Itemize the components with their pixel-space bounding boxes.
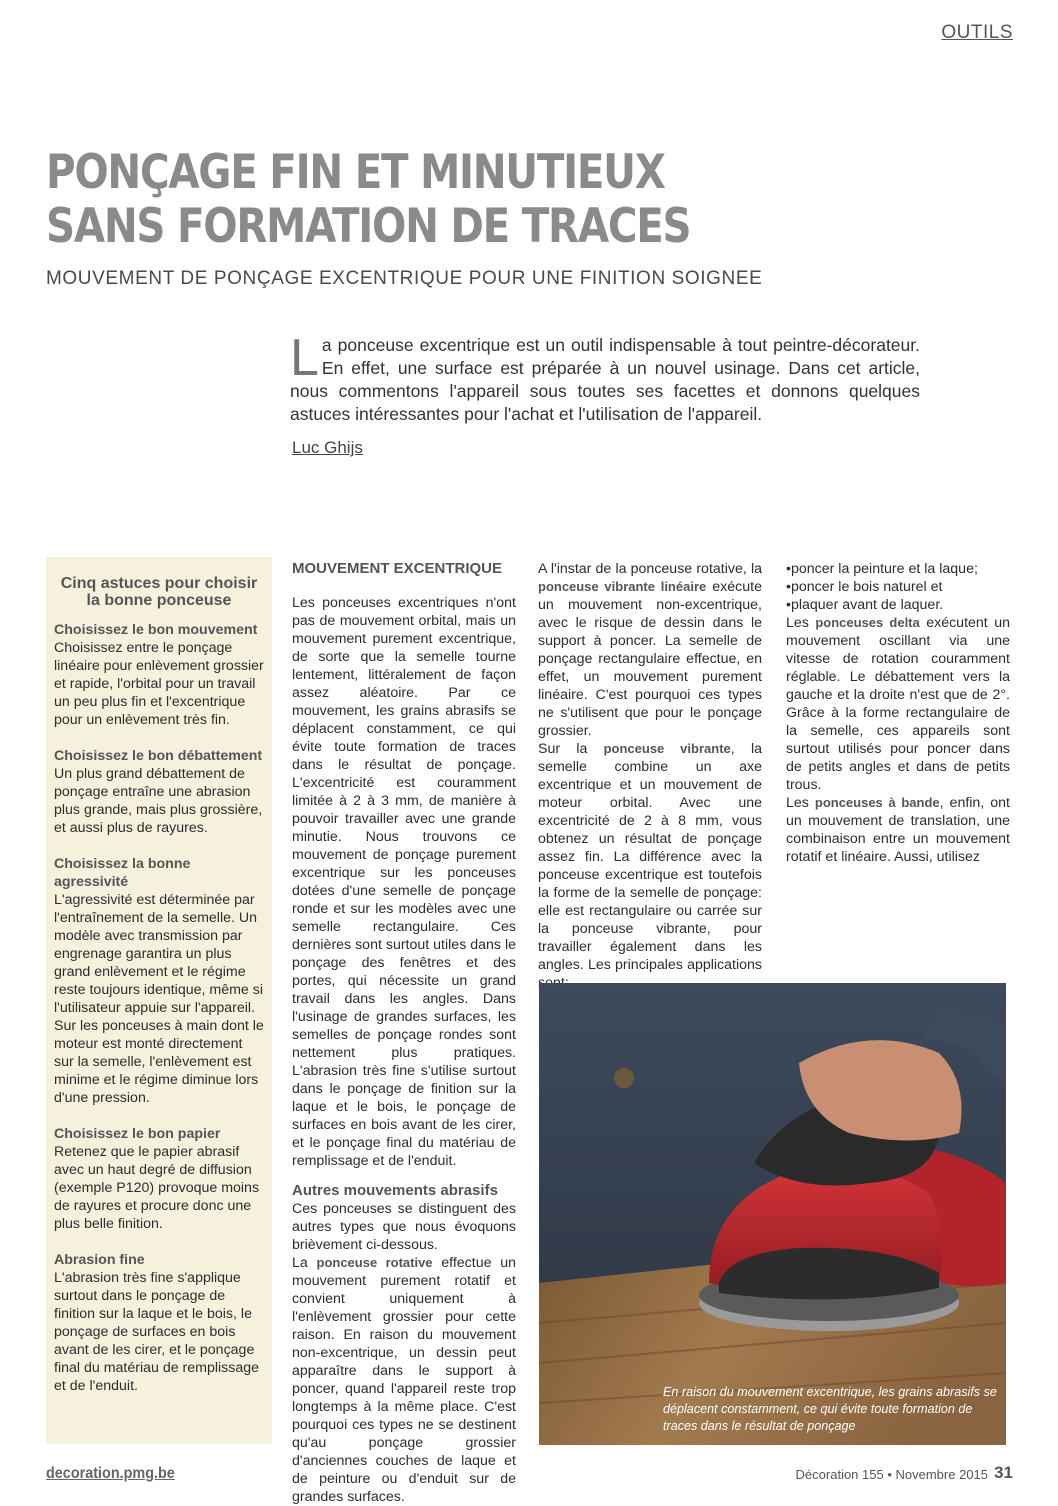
tips-sidebar <box>46 557 272 1444</box>
tip-item <box>54 747 264 837</box>
tip-text: L'agressivité est déterminée par l'entraînement de la semelle. Un modèle avec transmission par engrenage garantira un plus grand enlèvement et le régime reste toujours identique, même si l'utilisateur appuie sur l'appareil. Sur les ponceuses à main dont le moteur est monté directement sur la semelle, l'enlèvement est minime et le régime diminue lors d'une pression. <box>54 892 264 1106</box>
title-line-1: PONÇAGE FIN ET MINUTIEUX <box>46 145 665 200</box>
tip-text: Choisissez entre le ponçage linéaire pour enlèvement grossier et rapide, l'orbital pour un travail un peu plus fin et l'excentrique pour un enlèvement très fin. <box>54 640 264 728</box>
bullet-item: •plaquer avant de laquer. <box>786 597 944 613</box>
article-column-3 <box>786 560 1010 960</box>
page-number: 31 <box>994 1463 1013 1482</box>
sander-photo <box>539 983 1006 1445</box>
dropcap: L <box>290 329 319 387</box>
tip-item <box>54 1125 264 1233</box>
bullet-item: •poncer la peinture et la laque; <box>786 561 978 577</box>
tip-text: L'abrasion très fine s'applique surtout dans le ponçage de finition sur la laque et le bois, le ponçage de surfaces en bois avant de les cirer, et le ponçage final du matériau de remplissage et de l'enduit. <box>54 1270 260 1394</box>
section-tag: OUTILS <box>941 22 1013 43</box>
keyword-delta: ponceuses delta <box>815 615 920 630</box>
title-line-2: SANS FORMATION DE TRACES <box>46 199 691 254</box>
photo-caption: En raison du mouvement excentrique, les grains abrasifs se déplacent constamment, ce qui évite toute formation de traces dans le résultat de ponçage <box>663 1385 997 1433</box>
sander-illustration <box>539 983 1006 1445</box>
tip-item <box>54 621 264 729</box>
author-link[interactable]: Luc Ghijs <box>292 438 363 457</box>
tip-heading: Choisissez la bonne agressivité <box>54 856 191 890</box>
tip-heading: Abrasion fine <box>54 1252 145 1268</box>
article-paragraph: Ces ponceuses se distinguent des autres types que nous évoquons brièvement ci-dessous. <box>292 1201 516 1253</box>
article-paragraph: Sur la ponceuse vibrante, la semelle combine un axe excentrique et un mouvement de moteur orbital. Avec une excentricité de 2 à 8 mm, vous obtenez un résultat de ponçage assez fin. La différence avec la ponceuse excentrique est toutefois la forme de la semelle de ponçage: elle est rectangulaire ou carrée sur la ponceuse vibrante, pour travailler également dans les angles. Les principales applications <box>538 741 762 973</box>
tip-item <box>54 1251 264 1395</box>
article-column-1 <box>292 560 516 1506</box>
footer-issue: Décoration 155 • Novembre 2015 <box>795 1467 988 1482</box>
intro-text: a ponceuse excentrique est un outil indispensable à tout peintre-décorateur. En effet, une surface est préparée à un nouvel usinage. Dans cet article, nous commentons l'appareil sous toutes ses facettes et donnons quelques astuces intéressantes pour l'achat et l'utilisation de l'appareil. <box>290 335 920 424</box>
tip-text: Retenez que le papier abrasif avec un haut degré de diffusion (exemple P120) provoque moins de rayures et procure donc une plus belle finition. <box>54 1144 260 1232</box>
keyword-vibrante: ponceuse vibrante <box>603 741 731 756</box>
keyword-rotative: ponceuse rotative <box>316 1255 433 1270</box>
article-paragraph: Les ponceuses à bande, enfin, ont un mouvement de translation, une combinaison entre un mouvement rotatif et linéaire. Aussi, utilisez <box>786 795 1010 865</box>
article-paragraph: Les ponceuses delta exécutent un mouvement oscillant via une vitesse de rotation couramment réglable. Le débattement vers la gauche et la droite n'est que de 2°. Grâce à la forme rectangulaire de la semelle, ces appareils sont surtout utilisés pour poncer dans de petits angles et dans de petits trous. <box>786 615 1010 793</box>
tip-text: Un plus grand débattement de ponçage entraîne une abrasion plus grande, mais plus grossière, et aussi plus de rayures. <box>54 766 263 836</box>
sidebar-title: Cinq astuces pour choisir la bonne ponceuse <box>60 575 258 609</box>
page-subtitle: MOUVEMENT DE PONÇAGE EXCENTRIQUE POUR UNE FINITION SOIGNEE <box>46 268 763 289</box>
bullet-item: •poncer le bois naturel et <box>786 579 943 595</box>
tip-heading: Choisissez le bon débattement <box>54 748 263 764</box>
article-paragraph: Les ponceuses excentriques n'ont pas de mouvement orbital, mais un mouvement purement excentrique, de sorte que la semelle tourne lentement, littéralement de façon assez aléatoire. Par ce mouvement, les grains abrasifs se déplacent constamment, ce qui évite toute formation de traces dans le résultat de ponçage. L'excentricité est couramment limitée à 2 à 3 mm, de manière à pouvoir travailler avec une grande minutie. Nous trouvons ce mouvement de ponçage purement excentrique sur les ponceuses dotées d'une semelle de ponçage ronde et sur les modèles avec une semelle rectangulaire. Ces dernières sont surtout utiles dans le ponçage des fenêtres et des portes, qui nécessite un grand travail dans les angles. Dans l'usinage de grandes surfaces, les semelles de ponçage rondes sont nettement plus pratiques. L'abrasion très fine s'utilise surtout dans le ponçage de finition sur la laque et le bois, le ponçage de surfaces en bois avant de les cirer, et le ponçage final du matériau de remplissage et de l'enduit. <box>292 595 516 1169</box>
article-paragraph: La ponceuse rotative effectue un mouvement purement rotatif et convient uniquement à l'enlèvement grossier pour cette raison. En raison du mouvement non-excentrique, un dessin peut apparaître dans le support à poncer, quand l'appareil reste trop longtemps à la même place. C'est pourquoi ces types ne se destinent qu'au ponçage grossier d'anciennes couches de laque et de peinture ou d'enduit sur de grandes surfaces. <box>292 1255 516 1505</box>
intro-paragraph <box>290 329 920 426</box>
section-heading-autres: Autres mouvements abrasifs <box>292 1182 498 1199</box>
tip-heading: Choisissez le bon papier <box>54 1126 221 1142</box>
tip-heading: Choisissez le bon mouvement <box>54 622 258 638</box>
section-heading-excentrique: MOUVEMENT EXCENTRIQUE <box>292 560 503 577</box>
keyword-bande: ponceuses à bande <box>814 795 940 810</box>
footer-site-link[interactable]: decoration.pmg.be <box>46 1465 175 1482</box>
tip-item <box>54 855 264 1107</box>
article-column-2 <box>538 560 762 973</box>
article-paragraph: A l'instar de la ponceuse rotative, la ponceuse vibrante linéaire exécute un mouvement non-excentrique, avec le risque de dessin dans le support à poncer. La semelle de ponçage rectangulaire effectue, en effet, un mouvement purement linéaire. C'est pourquoi ces types ne s'utilisent que pour le ponçage grossier. <box>538 561 762 739</box>
keyword-vibrante-lineaire: ponceuse vibrante linéaire <box>538 579 707 594</box>
page-title <box>46 146 820 254</box>
